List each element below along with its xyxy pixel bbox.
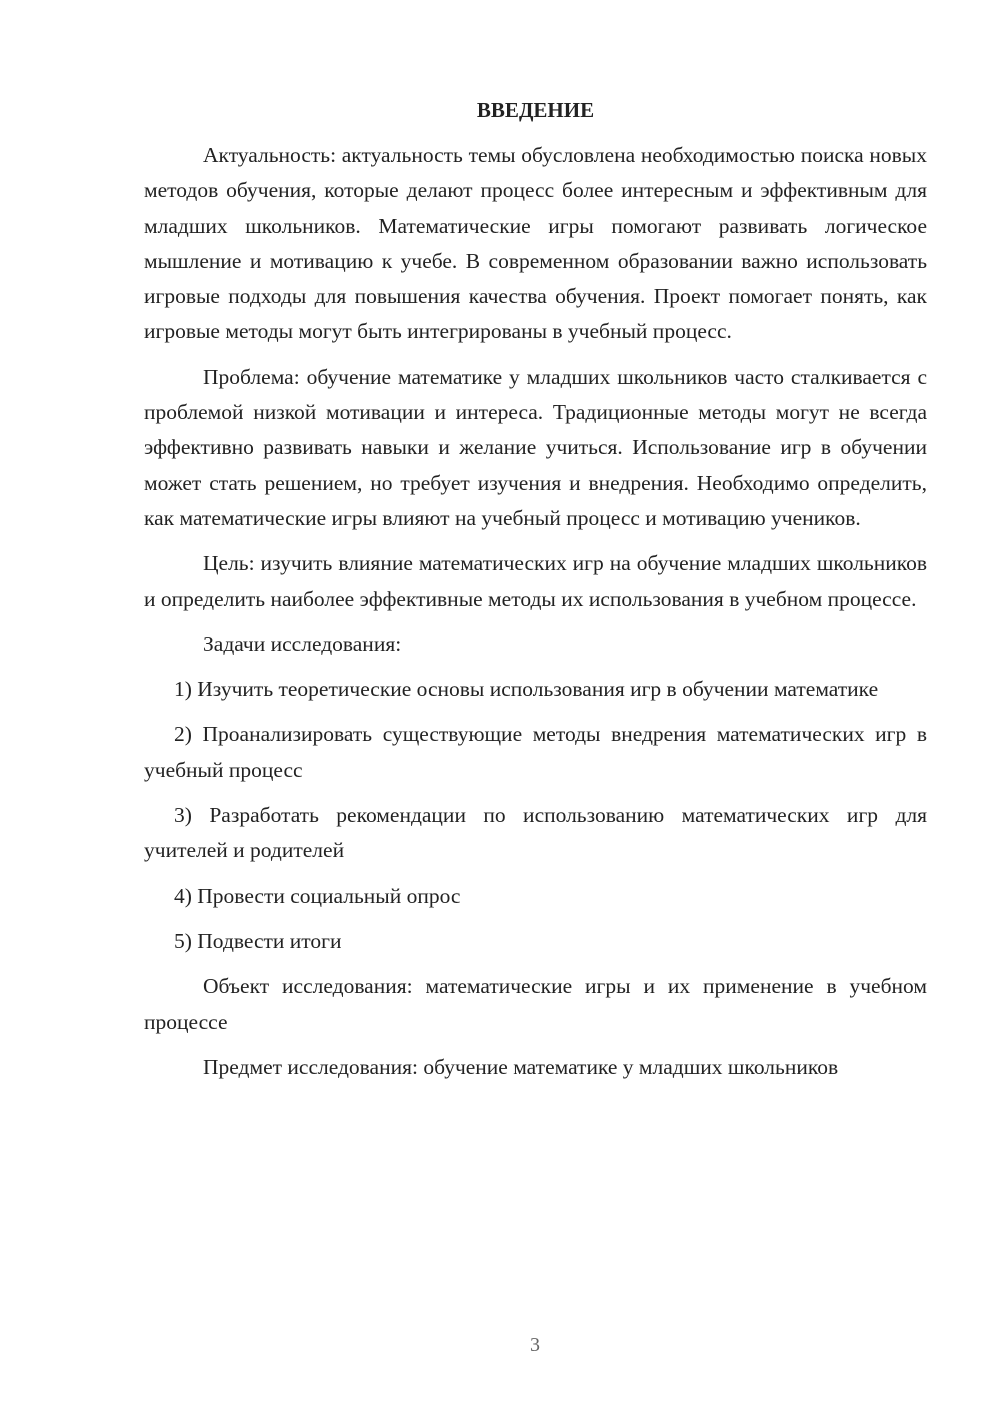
section-heading: ВВЕДЕНИЕ — [476, 98, 595, 122]
tasks-title: Задачи исследования: — [203, 631, 402, 656]
paragraph-goal: Цель: изучить влияние математических игр на обучение младших школьников и определить наиболее эффективные методы их использования в учебном процессе. — [144, 551, 927, 611]
paragraph-subject: Предмет исследования: обучение математике у младших школьников — [203, 1054, 839, 1079]
task-item-5: 5) Подвести итоги — [174, 928, 342, 953]
paragraph-problem: Проблема: обучение математике у младших школьников часто сталкивается с проблемой низкой мотивации и интереса. Традиционные методы могут не всегда эффективно развивать навыки и желание учиться. Использование игр в обучении может стать решением, но требует изучения и внедрения. Необходимо определить, как математические игры влияют на учебный процесс и мотивацию учеников. — [144, 364, 927, 530]
page-content — [144, 92, 927, 1095]
task-item-4: 4) Провести социальный опрос — [174, 883, 461, 908]
task-item-3: 3) Разработать рекомендации по использованию математических игр для учителей и родителей — [144, 803, 927, 863]
task-item-1: 1) Изучить теоретические основы использования игр в обучении математике — [174, 677, 879, 702]
task-item-2: 2) Проанализировать существующие методы внедрения математических игр в учебный процесс — [144, 722, 927, 782]
paragraph-relevance: Актуальность: актуальность темы обусловлена необходимостью поиска новых методов обучения, которые делают процесс более интересным и эффективным для младших школьников. Математические игры помогают развивать логическое мышление и мотивацию к учебе. В современном образовании важно использовать игровые подходы для повышения качества обучения. Проект помогает понять, как игровые методы могут быть интегрированы в учебный процесс. — [144, 143, 927, 344]
paragraph-object: Объект исследования: математические игры и их применение в учебном процессе — [144, 974, 927, 1034]
page-number: 3 — [530, 1334, 540, 1356]
